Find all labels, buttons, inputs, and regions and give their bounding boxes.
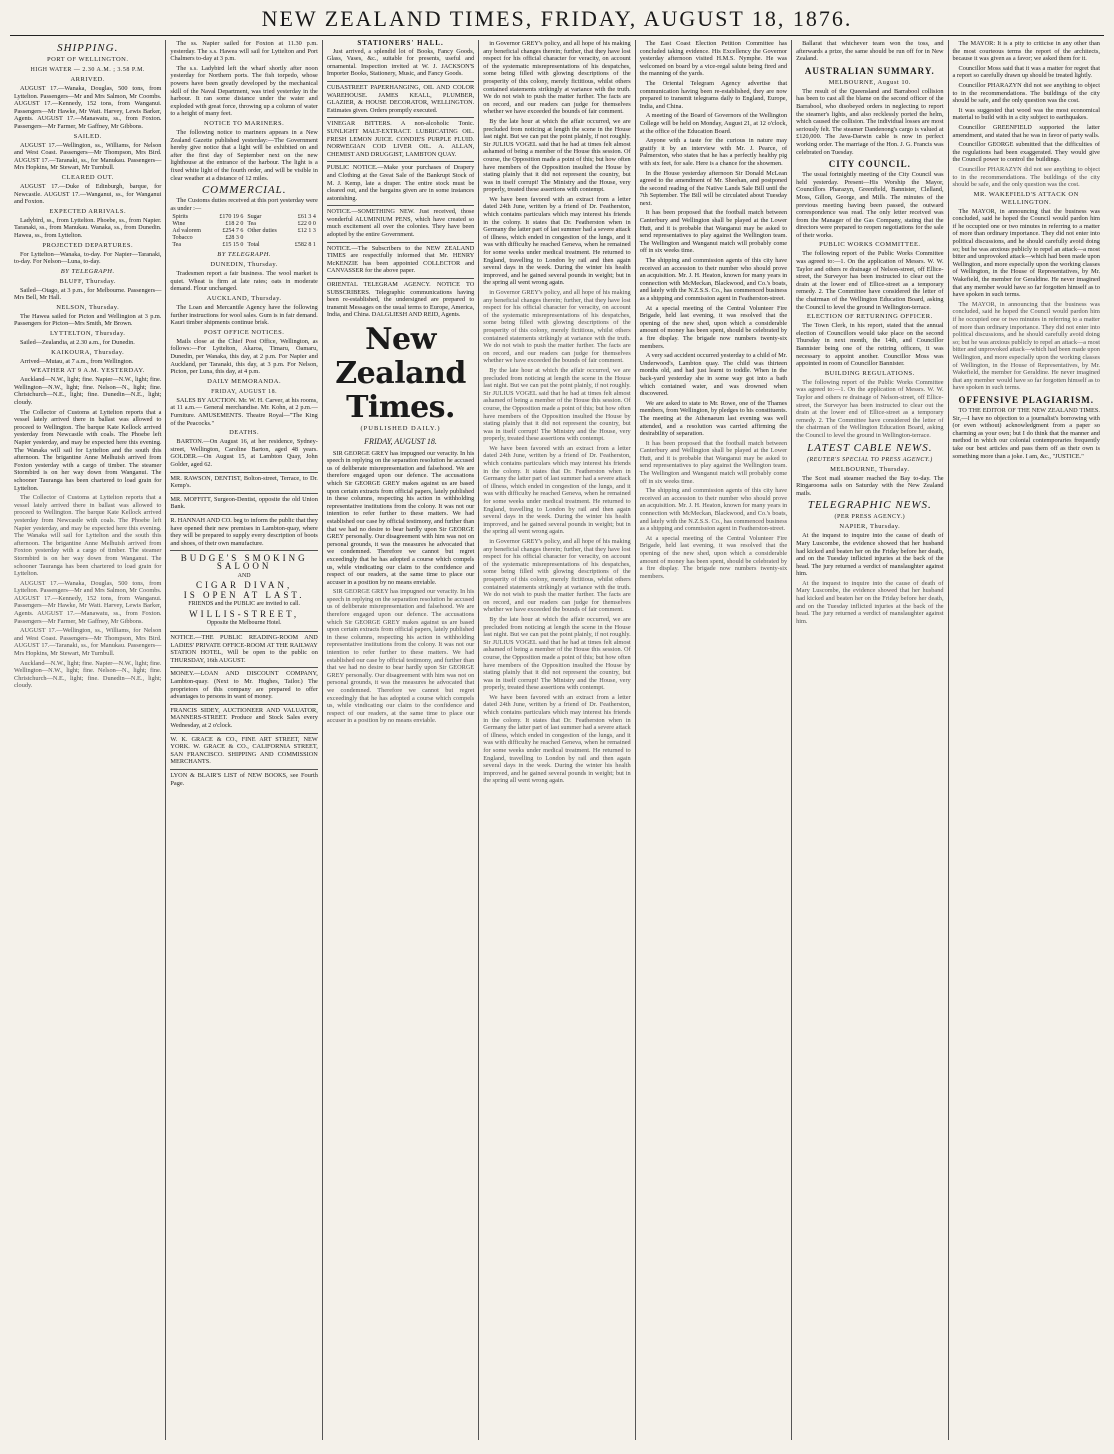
- duties-row: [170, 242, 317, 249]
- cleared-heading: CLEARED OUT.: [61, 173, 114, 181]
- australian-summary-date: MELBOURNE, August 10.: [828, 78, 911, 86]
- weather-text-repeat: Auckland—N.W., light; fine. Napier—N.W., light; fine. Wellington—N.W., light; fine. Nelson—N., light; fine. Christchurch—N.E., light; fine. Dunedin—N.E., light; cloudy.: [14, 659, 162, 690]
- council-para-3-repeat: Councillor PHARAZYN did not see anything to object to in the recommendations. The buildings of the city should be safe, and the only question was the cost.: [952, 165, 1100, 189]
- commercial-heading: COMMERCIAL.: [201, 184, 287, 197]
- council-para-3: Councillor PHARAZYN did not see anything to object to in the recommendations. The buildings of the city should be safe, and the only question was the cost.: [952, 81, 1100, 105]
- news-para-3: A meeting of the Board of Governors of the Wellington College will be held on Monday, August 21, at 12 o'clock, at the office of the Education Board.: [639, 112, 788, 135]
- duties-cell: £254 7 6: [222, 228, 244, 235]
- city-council-heading: CITY COUNCIL.: [828, 159, 911, 170]
- leader-continued-3: We have been favored with an extract from a letter dated 24th June, written by a friend of Dr. Featherston, which contains particulars which may interest his friends in the colony. It states that Dr. Featherston when in Germany the latter part of last summer had a severe attack of illness, which ended in congestion of the lungs, and it was with difficulty he reached Geneva, when he remained for some weeks under medical treatment. He returned to England, travelling to London by rail and then again several days in the week. During the winter his health improved, and he gained several pounds in weight; but in the spring all went wrong again.: [483, 195, 631, 287]
- council-para-5: Councillor GREENFIELD supported the latter amendment, and stated that he was in favor of party walls.: [952, 123, 1100, 139]
- news-para-8-repeat: At a special meeting of the Central Volunteer Fire Brigade, held last evening, it was resolved that the opening of the new shed, upon which a considerable amount of money has been spent, should be celebrated by a fire display. The brigade now numbers twenty-six members.: [639, 534, 788, 580]
- telegraphic-news-source: (PER PRESS AGENCY.): [834, 514, 906, 521]
- leader-continued-2-repeat-2: By the late hour at which the affair occurred, we are precluded from noticing at length the scene in the House last night. But we can put the point plainly, if not roughly. Sir JULIUS VOGEL said that he had at times felt almost ashamed of being a member of the House this session. Of course, the Opposition made a point of this; but how often have members of the Opposition insulted the House by stating plainly that it did not represent the country, but was in itself corrupt! The Ministry and the House, very properly, treated these assertions with contempt.: [483, 615, 631, 692]
- election-text: The Town Clerk, in his report, stated that the annual election of Councillors would take place on the second Thursday in next month, the 14th, and Councillor Bannister being one of the retiring officers, it was necessary to appoint another. Councillor Moss was appointed in room of Councillor Bannister.: [796, 322, 944, 368]
- leader-continued-repeat-2: in Governor GREY's policy, and all hope of his making any beneficial changes therein; further, that they have lost respect for his official character for veracity, on account of the systematic misrepresentations of his despatches, some being filled with glowing descriptions of the prosperity of this colony, merely fictitious, whilst others contained statements strikingly at variance with the truth. We do not wish to push the matter further. The facts are on record, and our readers can judge for themselves whether we have exceeded the bounds of fair comment.: [483, 538, 631, 614]
- news-para-8: At a special meeting of the Central Volunteer Fire Brigade, held last evening, it was resolved that the opening of the new shed, upon which a considerable amount of money has been spent, should be celebrated by a fire display. The brigade now numbers twenty-six members.: [639, 304, 788, 350]
- memoranda-date: FRIDAY, AUGUST 18.: [211, 388, 278, 395]
- budge-open: IS OPEN AT LAST.: [183, 589, 305, 600]
- sailing-notice: The ss. Napier sailed for Foxton at 11.30 p.m. yesterday. The s.s. Hawea will sail for Lyttelton and Port Chalmers to-day at 3 p.m.: [170, 40, 318, 63]
- council-para-6: Councillor GEORGE submitted that the difficulties of the regulations had been exaggerated. They would give the Council power to control the buildings.: [952, 141, 1100, 164]
- news-para-6: It has been proposed that the football match between Canterbury and Wellington shall be played at the Lower Hutt, and it is probable that Wanganui may be asked to send representatives to play against the Wellington team. The Wellington and Wanganui match will probably come off in six weeks time.: [639, 209, 788, 255]
- duties-cell: Ad valorem: [172, 228, 201, 235]
- auckland-text: The Loan and Mercantile Agency have the following further instructions for wool sales. Gum is in fair demand. Kauri timber shipments continue brisk.: [170, 304, 318, 327]
- weather-text: Auckland—N.W., light; fine. Napier—N.W., light; fine. Wellington—N.W., light; fine. Nelson—N., light; fine. Christchurch—N.E., light; fine. Dunedin—N.E., light; cloudy.: [14, 376, 162, 407]
- telegraphic-news-heading: TELEGRAPHIC NEWS.: [807, 499, 932, 512]
- lyttelton-heading: LYTTELTON, Thursday.: [49, 330, 126, 338]
- news-para-7: The shipping and commission agents of this city have received an accession to their number who should prove an acquisition. Mr. J. H. Heaton, known for many years in connection with McMeckan, Blackwood, and Co.'s boats, and lately with the N.Z.S.S. Co., has commenced business as a shipping and commission agent in Featherston-street.: [639, 257, 788, 302]
- ad-budge: [170, 550, 317, 628]
- kaikoura-heading: KAIKOURA, Thursday.: [51, 348, 125, 356]
- col6-para-1: Ballarat that whichever team won the toss, and afterwards a prize, the same should be run off for in New Zealand.: [796, 40, 944, 63]
- duties-row: [170, 235, 317, 242]
- duties-row: [170, 228, 317, 235]
- ad-public-notice: PUBLIC NOTICE.—Make your purchases of Drapery and Clothing at the Great Sale of the Bankrupt Stock of M. J. Kemp, late a draper. The entire stock must be cleared out, and the bargains given are in some instances astonishing.: [326, 164, 475, 202]
- commercial-telegraph-heading: BY TELEGRAPH.: [217, 251, 272, 259]
- kaikoura-text: Arrived—Mutau, at 7 a.m., from Wellington.: [20, 357, 134, 365]
- duties-cell: £582 8 1: [294, 242, 316, 249]
- wakefield-heading: MR. WAKEFIELD'S ATTACK ON WELLINGTON.: [973, 190, 1079, 206]
- news-para-9: A very sad accident occurred yesterday to a child of Mr. Underwood's, Lambton quay. The child was thirteen months old, and had just learnt to toddle. When in the back-yard yesterday she in some way got into a bath which contained water, and was drowned when discovered.: [639, 352, 788, 398]
- leader-continued-repeat: in Governor GREY's policy, and all hope of his making any beneficial changes therein; further, that they have lost respect for his official character for veracity, on account of the systematic misrepresentations of his despatches, some being filled with glowing descriptions of the prosperity of this colony, merely fictitious, whilst others contained statements strikingly at variance with the truth. We do not wish to push the matter further. The facts are on record, and our readers can judge for themselves whether we have exceeded the bounds of fair comment.: [483, 289, 631, 365]
- duties-cell: Tea: [247, 221, 256, 228]
- telegraphic-news-text: At the inquest to inquire into the cause of death of Mary Luscombe, the evidence showed that her husband had kicked and beaten her on the Friday before her death, and on the Tuesday inflicted injuries at the back of the head. The jury returned a verdict of manslaughter against him.: [796, 532, 944, 578]
- nelson-text: The Hawea sailed for Picton and Wellington at 3 p.m. Passengers for Picton—Mrs Smith, Mr Brown.: [14, 312, 162, 328]
- australian-summary-text: The result of the Queensland and Barrabool collision has been to cast all the blame on the second officer of the Barrabool, who disobeyed orders in neglecting to report the steamer's lights, and also recklessly ported the helm, which caused the collision. The individual losses are most seriously felt. The steamer Dandenong's cargo is valued at £120,000. The Java-Darwin cable is now in perfect working order. The marriage of the Hon. J. G. Francis was celebrated on Tuesday.: [796, 87, 944, 156]
- ad-lyon-blair: LYON & BLAIR'S LIST of NEW BOOKS, see Fourth Page.: [170, 771, 318, 787]
- leader-text-repeat: SIR GEORGE GREY has impugned our veracity. In his speech in replying on the separation resolution he accused us of deliberate misrepresentation and falsehood. We are therefore engaged upon our defence. The accusations which Sir GEORGE GREY makes against us are based upon certain extracts from official papers, lately published in these columns, respecting his action in withholding representative institutions from the colony. It was not our intention to refer further to these matters. We had established our case by official testimony, and further than that we had no desire to bear hardly upon Sir GEORGE GREY personally. Our disagreement with him was not on personal grounds, it was the measures he advocated that we condemned. Therefore we cannot but regret exceedingly that he has adopted a course which compels us, while vindicating our claim to the confidence and respect of our readers, at the same time to place our accuser in a position by no means enviable.: [326, 588, 475, 725]
- lyttelton-text: Sailed—Zealandia, at 2.30 a.m., for Dunedin.: [20, 339, 135, 347]
- ad-oriental: ORIENTAL TELEGRAM AGENCY. NOTICE TO SUBSCRIBERS. Telegraphic communications having been re-established, the undersigned are prepared to transmit Messages on the usual terms to Europe, America, India, and China. DALGLIESH AND REID, Agents.: [326, 281, 475, 319]
- dunedin-text: Tradesmen report a fair business. The wool market is quiet. Wheat is firm at late rates; oats in moderate demand. Flour unchanged.: [170, 270, 318, 293]
- post-office-heading: POST OFFICE NOTICES.: [203, 328, 285, 336]
- expected-heading: EXPECTED ARRIVALS.: [49, 207, 127, 215]
- column-6: [791, 40, 947, 1440]
- latest-cable-date: MELBOURNE, Thursday.: [830, 465, 910, 473]
- port-heading: PORT OF WELLINGTON.: [46, 56, 129, 63]
- news-para-6-repeat: It has been proposed that the football match between Canterbury and Wellington shall be played at the Lower Hutt, and it is probable that Wanganui may be asked to send representatives to play against the Wellington team. The Wellington and Wanganui match will probably come off in six weeks time.: [639, 439, 788, 485]
- commercial-intro: The Customs duties received at this port yesterday were as under :—: [170, 197, 318, 212]
- deaths-text: BARTON.—On August 16, at her residence, Sydney-street, Wellington, Caroline Barton, aged 48 years. GOLDER.—On August 15, at Lambton Quay, John Golder, aged 62.: [170, 438, 318, 468]
- news-para-5: In the House yesterday afternoon Sir Donald McLean agreed to the amendment of Mr. Sheehan, and postponed the second reading of the Native Lands Sale Bill until the 7th September. The Bill will be circulated about Tuesday next.: [639, 169, 788, 207]
- ad-subscribers: NOTICE.—The Subscribers to the NEW ZEALAND TIMES are respectfully informed that Mr. HENRY McKENZIE has been appointed COLLECTOR and CANVASSER for the above paper.: [326, 244, 475, 275]
- mariners-heading: NOTICE TO MARINERS.: [204, 119, 285, 127]
- page-masthead: NEW ZEALAND TIMES, FRIDAY, AUGUST 18, 1876.: [261, 6, 853, 31]
- election-heading: ELECTION OF RETURNING OFFICER.: [806, 313, 933, 321]
- expected-text: Ladybird, ss., from Lyttelton. Phoebe, ss., from Napier. Taranaki, ss., from Manukau. Wanaka, ss., from Dunedin. Hawea, ss., from Lyttelton.: [14, 216, 162, 239]
- council-para-4: It was suggested that wood was the most economical material to build with in a city subject to earthquakes.: [952, 106, 1100, 122]
- ad-money: MONEY.—LOAN AND DISCOUNT COMPANY, Lambton-quay. (Next to Mr. Hughes, Tailor.) The proprietors of this company are prepared to offer advantages to persons in want of money.: [170, 670, 318, 701]
- arrived-text: AUGUST 17.—Wanaka, Douglas, 500 tons, from Lyttelton. Passengers—Mr and Mrs Salmon, Mr Coombs. AUGUST 17.—Kennedy, 152 tons, from Wanganui. Passengers—Mr Hawke, Mr Watt. Harvey, Lewis Barker, Agents. AUGUST 17.—Manawatu, ss., from Foxton. Passengers—Mr Farmer, Mr Gaffney, Mr Gibbons.: [14, 85, 162, 130]
- latest-cable-text: The Scot mail steamer reached the Bay to-day. The Ringarooma sails on Saturday with the New Zealand mails.: [796, 474, 944, 497]
- duties-row: [170, 221, 317, 228]
- memoranda-heading: DAILY MEMORANDA.: [207, 377, 282, 385]
- news-para-4: Anyone with a taste for the curious in nature may gratify it by an interview with Mr. J. Pearce, of Palmerston, who states that he has a perfectly healthy pig with six feet, for sale. Here is a chance for the showmen.: [639, 137, 788, 167]
- news-para-1: The East Coast Election Petition Committee has concluded taking evidence. His Excellency the Governor yesterday afternoon visited H.M.S. Nymphe. He was welcomed on board by a vice-regal salute being fired and the manning of the yards.: [639, 40, 788, 78]
- news-para-2: The Oriental Telegram Agency advertise that communication having been re-established, they are now prepared to transmit telegrams daily to England, Europe, India, and China.: [639, 79, 788, 110]
- ad-sidey: FRANCIS SIDEY, AUCTIONEER AND VALUATOR, MANNERS-STREET. Produce and Stock Sales every Wednesday, at 2 o'clock.: [170, 706, 318, 729]
- budge-heading: BUDGE'S SMOKING SALOON: [180, 553, 308, 571]
- nelson-heading: NELSON, Thursday.: [56, 303, 120, 311]
- news-para-10: We are asked to state to Mr. Rowe, one of the Thames members, from Wellington, by pledges to his constituents. The meeting at the Athenaeum last evening was well attended, and a resolution was carried affirming the desirability of separation.: [639, 399, 788, 438]
- ad-paperhanging: CUBASTREET PAPERHANGING, OIL AND COLOR WAREHOUSE. JAMES KEALL, PLUMBER, GLAZIER, & HOUSE DECORATOR, WELLINGTON. Estimates given. Orders promptly executed.: [326, 83, 475, 114]
- leader-continued-2-repeat: By the late hour at which the affair occurred, we are precluded from noticing at length the scene in the House last night. But we can put the point plainly, if not roughly. Sir JULIUS VOGEL said that he had at times felt almost ashamed of being a member of the House this session. Of course, the Opposition made a point of this; but how often have members of the Opposition insulted the House by stating plainly that it did not represent the country, but was in itself corrupt! The Ministry and the House, very properly, treated these assertions with contempt.: [483, 366, 631, 443]
- duties-cell: £15 15 0: [222, 242, 244, 249]
- duties-cell: Spirits: [172, 214, 189, 221]
- memoranda-text: SALES BY AUCTION. Mr. W. H. Carver, at his rooms, at 11 a.m.— General merchandise. Mr. Kohn, at 2 p.m.— Furniture. AMUSEMENTS. Theatre Royal—"The King of the Peacocks.": [170, 396, 318, 427]
- public-works-heading: PUBLIC WORKS COMMITTEE.: [819, 241, 921, 249]
- arrived-text-repeat: AUGUST 17.—Wanaka, Douglas, 500 tons, from Lyttelton. Passengers—Mr and Mrs Salmon, Mr Coombs. AUGUST 17.—Kennedy, 152 tons, from Wanganui. Passengers—Mr Hawke, Mr Watt. Harvey, Lewis Barker, Agents. AUGUST 17.—Manawatu, ss., from Foxton. Passengers—Mr Farmer, Mr Gaffney, Mr Gibbons.: [14, 579, 162, 625]
- offensive-plagiarism-heading: OFFENSIVE PLAGIARISM.: [958, 394, 1094, 405]
- shipping-news-repeat: The Collector of Customs at Lyttelton reports that a vessel lately arrived there in ballast was allowed to proceed to Wellington. The barque Kate Kellock arrived yesterday from Newcastle with coals. The Phoebe left Napier yesterday, and may be expected here this evening. The Wanaka will sail for Lyttelton and the south this afternoon. The brigantine Anne Melhuish arrived from Foxton yesterday with a cargo of timber. The steamer Stormbird is on her way down from Wanganui. The schooner Tauranga has been chartered to load grain for Lyttelton.: [14, 494, 162, 578]
- high-water: HIGH WATER — 2.30 A.M. ; 3.58 P.M.: [30, 67, 145, 73]
- duties-cell: Other duties: [247, 228, 277, 235]
- leader-continued-2: By the late hour at which the affair occurred, we are precluded from noticing at length the scene in the House last night. But we can put the point plainly, if not roughly. Sir JULIUS VOGEL said that he had at times felt almost ashamed of being a member of the House this session. Of course, the Opposition made a point of this; but how often have members of the Opposition insulted the House by stating plainly that it did not represent the country, but was in itself corrupt! The Ministry and the House, very properly, treated these assertions with contempt.: [483, 117, 631, 194]
- leader-continued-3-repeat: We have been favored with an extract from a letter dated 24th June, written by a friend of Dr. Featherston, which contains particulars which may interest his friends in the colony. It states that Dr. Featherston when in Germany the latter part of last summer had a severe attack of illness, which ended in congestion of the lungs, and it was with difficulty he reached Geneva, when he remained for some weeks under medical treatment. He returned to England, travelling to London by rail and then again several days in the week. During the winter his health improved, and he gained several pounds in weight; but in the spring all went wrong again.: [483, 444, 631, 536]
- duties-cell: £18 2 0: [225, 221, 244, 228]
- offensive-plagiarism-text: TO THE EDITOR OF THE NEW ZEALAND TIMES. Sir,—I have no objection to a journalist's borrowing with (or even without) acknowledgment from a paper so charming as your own; but I do think that the manner and method in which our colonial contemporaries frequently take our best articles and pass them off as their own is something more than a joke. I am, &c., "JUSTICE.": [952, 406, 1100, 460]
- budge-street: WILLIS-STREET,: [189, 608, 300, 619]
- latest-cable-source: (REUTER'S SPECIAL TO PRESS AGENCY.): [806, 456, 933, 463]
- duties-table: [170, 214, 317, 249]
- leader-text: SIR GEORGE GREY has impugned our veracity. In his speech in replying on the separation resolution he accused us of deliberate misrepresentation and falsehood. We are therefore engaged upon our defence. The accusations which Sir GEORGE GREY makes against us are based upon certain extracts from official papers, lately published in these columns, respecting his action in withholding representative institutions from the colony. It was not our intention to refer further to these matters. We had established our case by official testimony, and further than that we had no desire to bear hardly upon Sir GEORGE GREY personally. Our disagreement with him was not on personal grounds, it was the measures he advocated that we condemned. Therefore we cannot but regret exceedingly that he has adopted a course which compels us, while vindicating our claim to the confidence and respect of our readers, at the same time to place our accuser in a position by no means enviable.: [326, 449, 475, 586]
- duties-cell: [287, 235, 318, 242]
- duties-cell: Wine: [172, 221, 186, 228]
- leader-continued: in Governor GREY's policy, and all hope of his making any beneficial changes therein; further, that they have lost respect for his official character for veracity, on account of the systematic misrepresentations of his despatches, some being filled with glowing descriptions of the prosperity of this colony, merely fictitious, whilst others contained statements strikingly at variance with the truth. We do not wish to push the matter further. The facts are on record, and our readers can judge for themselves whether we have exceeded the bounds of fair comment.: [483, 40, 631, 116]
- post-office-text: Mails close at the Chief Post Office, Wellington, as follows:—For Lyttelton, Akaroa, Timaru, Oamaru, Dunedin, per Wanaka, this day, at 2 p.m. For Napier and Auckland, per Taranaki, this day, at 3 p.m. For Nelson, Picton, per Luna, this day, at 4 p.m.: [170, 337, 318, 376]
- paper-title: New Zealand Times.: [335, 322, 466, 425]
- budge-and: AND: [237, 572, 251, 579]
- ad-something-new: NOTICE.—SOMETHING NEW. Just received, those wonderful ALUMINIUM PENS, which have created so much excitement all over the colonies. They have been adopted by the entire Government.: [326, 208, 475, 239]
- council-para-1: The MAYOR: It is a pity to criticise in any other than the most courteous terms the report of the architects, because it was given as a favor; we asked them for it.: [952, 40, 1100, 63]
- duties-cell: Tea: [172, 242, 181, 249]
- columns: [10, 40, 1104, 1440]
- stationers-text: Just arrived, a splendid lot of Books, Fancy Goods, Glass, Vases, &c., suitable for presents, useful and ornamental. Inspection invited at W. J. JACKSON'S Importer Books, Stationery, Music, and Fancy Goods.: [326, 47, 475, 78]
- budge-cigar: CIGAR DIVAN,: [195, 580, 293, 591]
- duties-cell: £170 19 6: [219, 214, 244, 221]
- bluff-heading: BLUFF, Thursday.: [59, 277, 117, 285]
- public-works-text: The following report of the Public Works Committee was agreed to:—1. On the application of Messrs. W. W. Taylor and others re drainage of Nelson-street, off Ellice-street, the Surveyor has been instructed to clear out the drain at the lower end of Ellice-street as a temporary remedy. 2. The Committee have considered the letter of the chairman of the Wellington Education Board, asking the Council to level the ground in Wellington-terrace.: [796, 250, 944, 311]
- projected-heading: PROJECTED DEPARTURES.: [42, 241, 134, 249]
- column-7: [948, 40, 1104, 1440]
- budge-invite: FRIENDS and the PUBLIC are invited to call.: [188, 601, 300, 608]
- dunedin-heading: DUNEDIN, Thursday.: [210, 261, 278, 269]
- duties-cell: £28 3 0: [225, 235, 244, 242]
- leader-continued-3-repeat-2: We have been favored with an extract from a letter dated 24th June, written by a friend of Dr. Featherston, which contains particulars which may interest his friends in the colony. It states that Dr. Featherston when in Germany the latter part of last summer had a severe attack of illness, which ended in congestion of the lungs, and it was with difficulty he reached Geneva, when he remained for some weeks under medical treatment. He returned to England, travelling to London by rail and then again several days in the week. During the winter his health improved, and he gained several pounds in weight; but in the spring all went wrong again.: [483, 693, 631, 785]
- column-5: [635, 40, 791, 1440]
- masthead-rule: [10, 35, 1104, 36]
- leader-dateline: FRIDAY, AUGUST 18.: [364, 436, 437, 446]
- news-para-7-repeat: The shipping and commission agents of this city have received an accession to their number who should prove an acquisition. Mr. J. H. Heaton, known for many years in connection with McMeckan, Blackwood, and Co.'s boats, and lately with the N.Z.S.S. Co., has commenced business as a shipping and commission agent in Featherston-street.: [639, 487, 788, 533]
- published-daily: (PUBLISHED DAILY.): [360, 425, 441, 432]
- deaths-heading: DEATHS.: [229, 429, 260, 437]
- duties-cell: Total: [247, 242, 260, 249]
- stationers-heading: STATIONERS' HALL.: [357, 40, 444, 47]
- ad-grace: W. K. GRACE & CO., FINE ART STREET, NEW YORK. W. GRACE & CO., CALIFORNIA STREET, SAN FRANCISCO. SHIPPING AND COMMISSION MERCHANTS.: [170, 735, 318, 766]
- auckland-heading: AUCKLAND, Thursday.: [206, 295, 282, 303]
- council-para-2: Councillor Moss said that it was a matter for regret that a report so carefully drawn up should be treated lightly.: [952, 64, 1100, 80]
- duties-cell: [245, 235, 287, 242]
- bluff-text: Sailed—Otago, at 3 p.m., for Melbourne. Passengers—Mrs Bell, Mr Hall.: [14, 286, 162, 302]
- sailed-text: AUGUST 17.—Wellington, ss., Williams, for Nelson and West Coast. Passengers—Mr Thompson, Mrs Bird. AUGUST 17.—Taranaki, ss., for Manukau. Passengers—Mrs Hopkins, Mr Stewart, Mr Turnbull.: [14, 141, 162, 172]
- shipping-continued: The s.s. Ladybird left the wharf shortly after noon yesterday for Northern ports. The fish torpedo, whose powers have been greatly developed by the mechanical skill of the Naval Department, was tried yesterday in the harbour. It ran some distance under the water and exploded with great force, throwing up a column of water to a height of many feet.: [170, 64, 318, 118]
- telegraphic-news-text-repeat: At the inquest to inquire into the cause of death of Mary Luscombe, the evidence showed that her husband had kicked and beaten her on the Friday before her death, and on the Tuesday inflicted injuries at the back of the head. The jury returned a verdict of manslaughter against him.: [796, 579, 944, 625]
- shipping-news: The Collector of Customs at Lyttelton reports that a vessel lately arrived there in ballast was allowed to proceed to Wellington. The barque Kate Kellock arrived yesterday from Newcastle with coals. The Phoebe left Napier yesterday, and may be expected here this evening. The Wanaka will sail for Lyttelton and the south this afternoon. The brigantine Anne Melhuish arrived from Foxton yesterday with a cargo of timber. The steamer Stormbird is on her way down from Wanganui. The schooner Tauranga has been chartered to load grain for Lyttelton.: [14, 408, 162, 492]
- ad-moffitt: MR. MOFFITT, Surgeon-Dentist, opposite the old Union Bank.: [170, 495, 318, 511]
- projected-text: For Lyttelton—Wanaka, to-day. For Napier—Taranaki, to-day. For Nelson—Luna, to-day.: [14, 250, 162, 266]
- duties-cell: Sugar: [247, 214, 262, 221]
- australian-summary-heading: AUSTRALIAN SUMMARY.: [804, 65, 935, 76]
- wakefield-text: The MAYOR, in announcing that the business was concluded, said he hoped the Council would pardon him if he occupied one or two minutes in referring to a matter of more than ordinary importance. They did not enter into political discussions, and he should carefully avoid doing so; but he was anxious publicly to repel an attack—a most bitter and unprovoked attack—which had been made upon Wellington, and more especially upon the working classes of Wellington, in the House of Representatives, by Mr. Wakefield, the member for Geraldine. He never imagined that any member would have so far forgotten himself as to have spoken in such terms.: [952, 207, 1100, 299]
- ad-vinegar: VINEGAR BITTERS. A non-alcoholic Tonic. SUNLIGHT MALT-EXTRACT. LUBRICATING OIL. FRESH LEMON JUICE. CONDIE'S PURPLE FLUID. NORWEGIAN COD LIVER OIL. A. ALLAN, CHEMIST AND DRUGGIST, LAMBTON QUAY.: [326, 120, 475, 158]
- mariners-text: The following notice to mariners appears in a New Zealand Gazette published yesterday:—The Government hereby give notice that a light will be exhibited on and after the first day of September next on the new lighthouse at the entrance of the harbour. The light is a fixed white light of the fourth order, and will be visible in clear weather at a distance of 12 miles.: [170, 128, 318, 182]
- telegraph-heading: BY TELEGRAPH.: [60, 267, 115, 275]
- column-1: [10, 40, 165, 1440]
- column-3: [322, 40, 478, 1440]
- duties-cell: £61 3 4: [297, 214, 316, 221]
- sailed-text-repeat: AUGUST 17.—Wellington, ss., Williams, for Nelson and West Coast. Passengers—Mr Thompson, Mrs Bird. AUGUST 17.—Taranaki, ss., for Manukau. Passengers—Mrs Hopkins, Mr Stewart, Mr Turnbull.: [14, 627, 162, 658]
- column-4: [478, 40, 634, 1440]
- duties-cell: £12 1 3: [297, 228, 316, 235]
- duties-row: [170, 214, 317, 221]
- arrived-heading: ARRIVED.: [70, 76, 105, 83]
- sailed-heading: SAILED.: [73, 132, 102, 140]
- telegraphic-news-place: NAPIER, Thursday.: [839, 523, 901, 531]
- budge-opposite: Opposite the Melbourne Hotel.: [206, 620, 282, 627]
- column-2: [165, 40, 321, 1440]
- paper-title-block: [327, 323, 474, 433]
- city-council-text: The usual fortnightly meeting of the City Council was held yesterday. Present—His Worship the Mayor, Councillors Pharazyn, Greenfield, Bannister, Clelland, Moss, Gillon, George, and Mills. The minutes of the previous meeting having been passed, the outward correspondence was read. The only letter received was from the Manager of the Gas Company, stating that the directors were prepared to reopen negotiations for the sale of their works.: [796, 171, 944, 239]
- building-regulations-text: The following report of the Public Works Committee was agreed to:—1. On the application of Messrs. W. W. Taylor and others re drainage of Nelson-street, off Ellice-street, the Surveyor has been instructed to clear out the drain at the lower end of Ellice-street as a temporary remedy. 2. The Committee have considered the letter of the chairman of the Wellington Education Board, asking the Council to level the ground in Wellington-terrace.: [796, 378, 944, 439]
- ad-rawson: MR. RAWSON, DENTIST, Bolton-street, Terrace, to Dr. Kemp's.: [170, 474, 318, 490]
- shipping-heading: SHIPPING.: [57, 42, 119, 54]
- weather-heading: WEATHER AT 9 A.M. YESTERDAY.: [30, 367, 145, 375]
- ad-reading-room: NOTICE.—THE PUBLIC READING-ROOM AND LADIES' PRIVATE OFFICE-ROOM AT THE RAILWAY STATION HOTEL, Will be open to the public on THURSDAY, 16th AUGUST.: [170, 634, 318, 664]
- ad-hannah: R. HANNAH AND CO. beg to inform the public that they have opened their new premises in Lambton-quay, where they will be prepared to supply every description of boots and shoes, of their own manufacture.: [170, 516, 318, 547]
- wakefield-text-repeat: The MAYOR, in announcing that the business was concluded, said he hoped the Council would pardon him if he occupied one or two minutes in referring to a matter of more than ordinary importance. They did not enter into political discussions, and he should carefully avoid doing so; but he was anxious publicly to repel an attack—a most bitter and unprovoked attack—which had been made upon Wellington, and more especially upon the working classes of Wellington, in the House of Representatives, by Mr. Wakefield, the member for Geraldine. He never imagined that any member would have so far forgotten himself as to have spoken in such terms.: [952, 300, 1100, 392]
- building-regulations-heading: BUILDING REGULATIONS.: [824, 369, 915, 377]
- cleared-text: AUGUST 17.—Duke of Edinburgh, barque, for Newcastle. AUGUST 17.—Wanganui, ss., for Wanganui and Foxton.: [14, 182, 162, 206]
- latest-cable-heading: LATEST CABLE NEWS.: [807, 441, 933, 454]
- duties-cell: £22 0 0: [297, 221, 316, 228]
- duties-cell: Tobacco: [172, 235, 193, 242]
